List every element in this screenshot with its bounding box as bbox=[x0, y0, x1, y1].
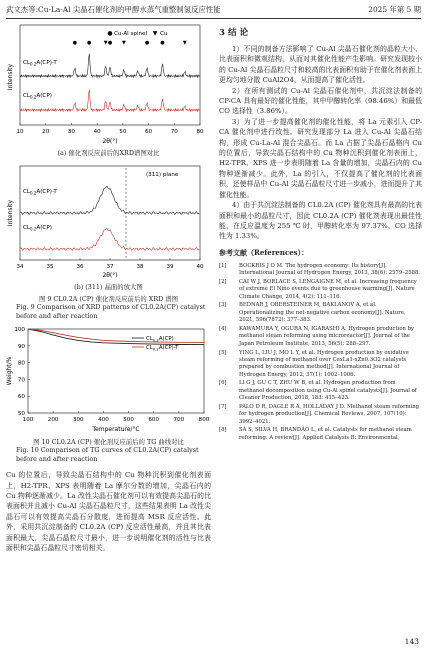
reference-item bbox=[219, 380, 422, 402]
reference-text: LI G J, GU C T, ZHU W B, et al. Hydrogen production from methanol decomposition using Cu-Al spinel catalysts[J]. Journal of Cleaner Production, 2018, 183: 415–423. bbox=[239, 380, 417, 402]
fig10-x-tick: 200 bbox=[47, 417, 59, 424]
fig9a-peak-marker: ▼ bbox=[182, 40, 187, 46]
fig9a-legend bbox=[107, 30, 168, 37]
reference-text: KAWAMURA Y, OGURA N, IGARASHI A. Hydrogen production by methanol steam reforming using microreactor[J]. Journal of the Japan Petroleum Institute, 2013, 56(5): 288–297. bbox=[239, 325, 415, 347]
conclusion-3: 3）为了进一步提高催化剂的催化性能，将 La 元素引入 CP-CA 催化剂中进行改性。研究发现部分 La 进入 Cu-Al 尖晶石结构，形成 Cu-La-Al 混合尖晶石。而 La 占据了尖晶石晶格内 Cu 的位置后，导致尖晶石结构中的 Cu 物种沉积到催化剂表面上，H2-TPR、XPS 进一步表明随着 La 含量的增加，尖晶石内的 Cu 物种逐渐减少。此外，La 的引入，不仅提高了催化剂的比表面积，还使样品中 Cu-Al 尖晶石晶粒尺寸进一步减小，进而提升了其催化性能。 bbox=[219, 117, 422, 199]
reference-item bbox=[219, 404, 422, 426]
reference-number: [8] bbox=[219, 427, 227, 434]
reference-item bbox=[219, 263, 422, 278]
fig9b-tick-label: 38 bbox=[136, 264, 144, 271]
references-list bbox=[219, 263, 422, 442]
fig9a-label-top: $CL_{0.2}A(CP)-T$ bbox=[23, 60, 57, 67]
fig10-x-tick: 400 bbox=[98, 417, 109, 424]
fig9a-tick-label: 30 bbox=[67, 129, 75, 135]
section-title: 3 结 论 bbox=[219, 28, 249, 38]
fig9a-tick-label: 20 bbox=[42, 129, 50, 135]
fig9a-tick-label: 80 bbox=[196, 129, 204, 135]
fig9a-xlabel: 2θ(°) bbox=[102, 138, 118, 145]
fig9b-tick-label: 40 bbox=[196, 264, 204, 271]
fig10-y-tick: 80 bbox=[17, 360, 25, 367]
reference-number: [5] bbox=[219, 349, 227, 356]
fig9b-subcaption: (b) (311) 晶面的放大图 bbox=[74, 283, 143, 292]
reference-item bbox=[219, 350, 422, 379]
reference-text: BEDNAR J, OBERSTEINER M, BAKLANOV A, et al. Operationalizing the net-negative carbon economy[J]. Nature, 2021, 596(7872): 377–383. bbox=[239, 302, 406, 324]
reference-text: BOCKRIS J O M. The hydrogen economy: Its history[J]. International Journal of Hydrogen Energy, 2013, 38(6): 2579–2588. bbox=[239, 262, 421, 277]
fig9a-tick-label: 40 bbox=[93, 129, 101, 135]
fig9b-label-top: $CL_{0.2}A(CP)-T$ bbox=[23, 189, 57, 196]
legend-cu-label: Cu bbox=[160, 31, 168, 37]
reference-item bbox=[219, 279, 422, 301]
fig10-legend-1: $CL_{0.2}A(CP)$ bbox=[146, 336, 174, 343]
fig10-x-tick: 300 bbox=[72, 417, 84, 424]
reference-number: [4] bbox=[219, 325, 227, 332]
fig10-tg-chart bbox=[6, 326, 211, 434]
right-column bbox=[219, 22, 422, 444]
fig10-x-tick: 800 bbox=[198, 417, 210, 424]
legend-cu-marker: ▼ bbox=[152, 30, 158, 37]
fig10-x-tick: 600 bbox=[148, 417, 160, 424]
fig9a-label-bottom: $CL_{0.2}A(CP)$ bbox=[23, 93, 52, 100]
fig9b-plane-label: (311) plane bbox=[146, 172, 179, 179]
left-paragraph: Cu 的位置后，导致尖晶石结构中的 Cu 物种沉积到催化剂表面上，H2-TPR、XPS 表明随着 La 摩尔分数的增加，尖晶石内的 Cu 物种逐渐减少。La 改性尖晶石催化剂可以有效提高尖晶石的比表面积并且减小 Cu-Al 尖晶石晶粒尺寸，这些结果表明 La 改性尖晶石可以有效提高尖晶石分散度，进而提高 MSR 反应活性。此外，采用共沉淀制备的 CL0.2A (CP) 反应活性最高，并且其比表面积最大，尖晶石晶粒尺寸最小，进一步说明催化剂的活性与比表面积和尖晶石晶粒尺寸密切相关。 bbox=[6, 471, 211, 553]
left-column bbox=[6, 22, 211, 554]
reference-text: SÁ S, SILVA H, BRANDÃO L, et al. Catalysts for methanol steam reforming: A review[J]. Applied Catalysis B: Environmental, bbox=[239, 427, 412, 441]
conclusion-1: 1）不同的制备方法影响了 Cu-Al 尖晶石催化剂的晶粒大小、比表面积和微观结构，从而对其催化性能产生影响。研究发现较小的 Cu-Al 尖晶石晶粒尺寸和较高的比表面积有助于在催化剂表面上更均匀地分散 CuAl2O4，从而提高了催化活性。 bbox=[219, 45, 422, 85]
fig10-x-tick: 700 bbox=[173, 417, 185, 424]
running-header bbox=[6, 4, 421, 19]
fig9a-tick-label: 60 bbox=[145, 129, 153, 135]
reference-number: [6] bbox=[219, 380, 227, 387]
fig9a-peak-marker: ● bbox=[160, 40, 165, 46]
fig9b-label-bottom: $CL_{0.2}A(CP)$ bbox=[23, 225, 52, 232]
legend-spinel-marker: ● bbox=[107, 30, 113, 37]
reference-item bbox=[219, 302, 422, 324]
reference-item bbox=[219, 427, 422, 442]
reference-text: YING L, LIU J, MO L Y, et al. Hydrogen production by oxidative steam reforming of methanol over CexLa1-xZn0.3O2 catalysts prepared by combustion method[J]. International Journal of Hydrogen Energy, 2012, 37(1): 1002–1006. bbox=[239, 349, 409, 378]
conclusion-2: 2）在所有测试的 Cu-Al 尖晶石催化剂中，共沉淀法制备的 CP-CA 具有最好的催化性能，其中甲醇转化率（98.46%）和最低 CO 选择性（3.86%）。 bbox=[219, 86, 422, 116]
fig10-x-tick: 500 bbox=[123, 417, 134, 424]
fig9a-tick-label: 70 bbox=[170, 129, 178, 135]
page-number: 143 bbox=[404, 637, 419, 646]
fig9b-series-bottom bbox=[20, 229, 199, 251]
fig9b-tick-label: 37 bbox=[106, 264, 114, 271]
fig10-y-tick: 50 bbox=[17, 411, 25, 418]
reference-number: [1] bbox=[219, 262, 227, 269]
fig9a-tick-label: 10 bbox=[16, 129, 24, 135]
fig10-caption-en: Fig. 10 Comparison of TG curves of CL0.2A(CP) catalyst before and after reaction bbox=[16, 446, 199, 463]
fig10-caption-cn: 图 10 CL0.2A (CP) 催化剂反应前后的 TG 曲线对比 bbox=[33, 438, 184, 447]
fig9a-peak-marker: ▼ bbox=[103, 40, 108, 46]
fig9a-peak-marker: ● bbox=[107, 40, 113, 46]
fig10-legend-2: $CL_{0.2}A(CP)-T$ bbox=[146, 345, 179, 352]
header-issue: 2025 年第 5 期 bbox=[368, 5, 421, 14]
fig10-y-tick: 70 bbox=[17, 377, 25, 384]
fig10-xlabel: Temperature/°C bbox=[92, 426, 140, 434]
fig9a-xrd-chart bbox=[6, 22, 211, 147]
reference-number: [7] bbox=[219, 403, 227, 410]
fig9b-ylabel: Intensity bbox=[7, 200, 14, 227]
fig9b-tick-label: 36 bbox=[76, 264, 84, 271]
references-heading: 参考文献（References）： bbox=[219, 247, 309, 257]
fig10-x-tick: 100 bbox=[22, 417, 34, 424]
fig9b-tick-label: 39 bbox=[166, 264, 174, 271]
fig10-y-tick: 90 bbox=[17, 343, 25, 350]
fig9b-tick-label: 34 bbox=[16, 264, 24, 271]
fig9a-ylabel: Intensity bbox=[7, 63, 14, 91]
fig9b-xlabel: 2θ(°) bbox=[102, 272, 118, 280]
fig9a-peak-marker: ● bbox=[72, 40, 77, 46]
fig10-y-tick: 100 bbox=[14, 327, 25, 334]
fig9a-peak-marker: ● bbox=[86, 40, 92, 46]
legend-spinel-label: Cu-Al spinel bbox=[114, 31, 148, 37]
reference-item bbox=[219, 326, 422, 348]
reference-text: CAI W J, BORLACE S, LENGAIGNE M, et al. Increasing frequency of extreme El Niño events due to greenhouse warming[J]. Nature Climate Change, 2014, 4(2): 111–116. bbox=[239, 278, 417, 300]
fig10-ylabel: Weight/% bbox=[6, 356, 13, 386]
fig9b-tick-label: 35 bbox=[46, 264, 54, 271]
fig9-caption-en: Fig. 9 Comparison of XRD patterns of CL0.2A(CP) catalyst before and after reaction bbox=[16, 303, 206, 320]
fig9-caption-cn: 图 9 CL0.2A (CP) 催化剂反应前后的 XRD 谱图 bbox=[38, 294, 179, 303]
fig9a-subcaption: (a) 催化剂反应前后的XRD谱图对比 bbox=[57, 149, 160, 157]
fig9b-xrd-zoom-chart bbox=[6, 163, 211, 281]
fig9a-tick-label: 50 bbox=[119, 129, 127, 135]
fig10-y-tick: 60 bbox=[17, 394, 25, 401]
reference-number: [3] bbox=[219, 302, 227, 309]
reference-text: PALO D R, DAGLE R A, HOLLADAY J D. Methanol steam reforming for hydrogen production[J]. Chemical Reviews, 2007, 107(10): 3992–4021. bbox=[239, 403, 420, 425]
header-title: 武文杰等:Cu-La-Al 尖晶石催化剂的甲醇水蒸气重整制氢反应性能 bbox=[6, 5, 221, 14]
fig9a-peak-marker: ▼ bbox=[121, 40, 126, 46]
reference-number: [2] bbox=[219, 278, 227, 285]
conclusion-4: 4）由于共沉淀法制备的 CL0.2A (CP) 催化剂具有最高的比表面积和最小的晶粒尺寸，因此 CL0.2A (CP) 催化剂表现出最佳性能，在反应温度为 255 ℃ 时，甲醇转化率为 97.37%，CO 选择性为 1.33%。 bbox=[219, 201, 422, 241]
fig9a-peak-marker: ● bbox=[144, 40, 150, 46]
